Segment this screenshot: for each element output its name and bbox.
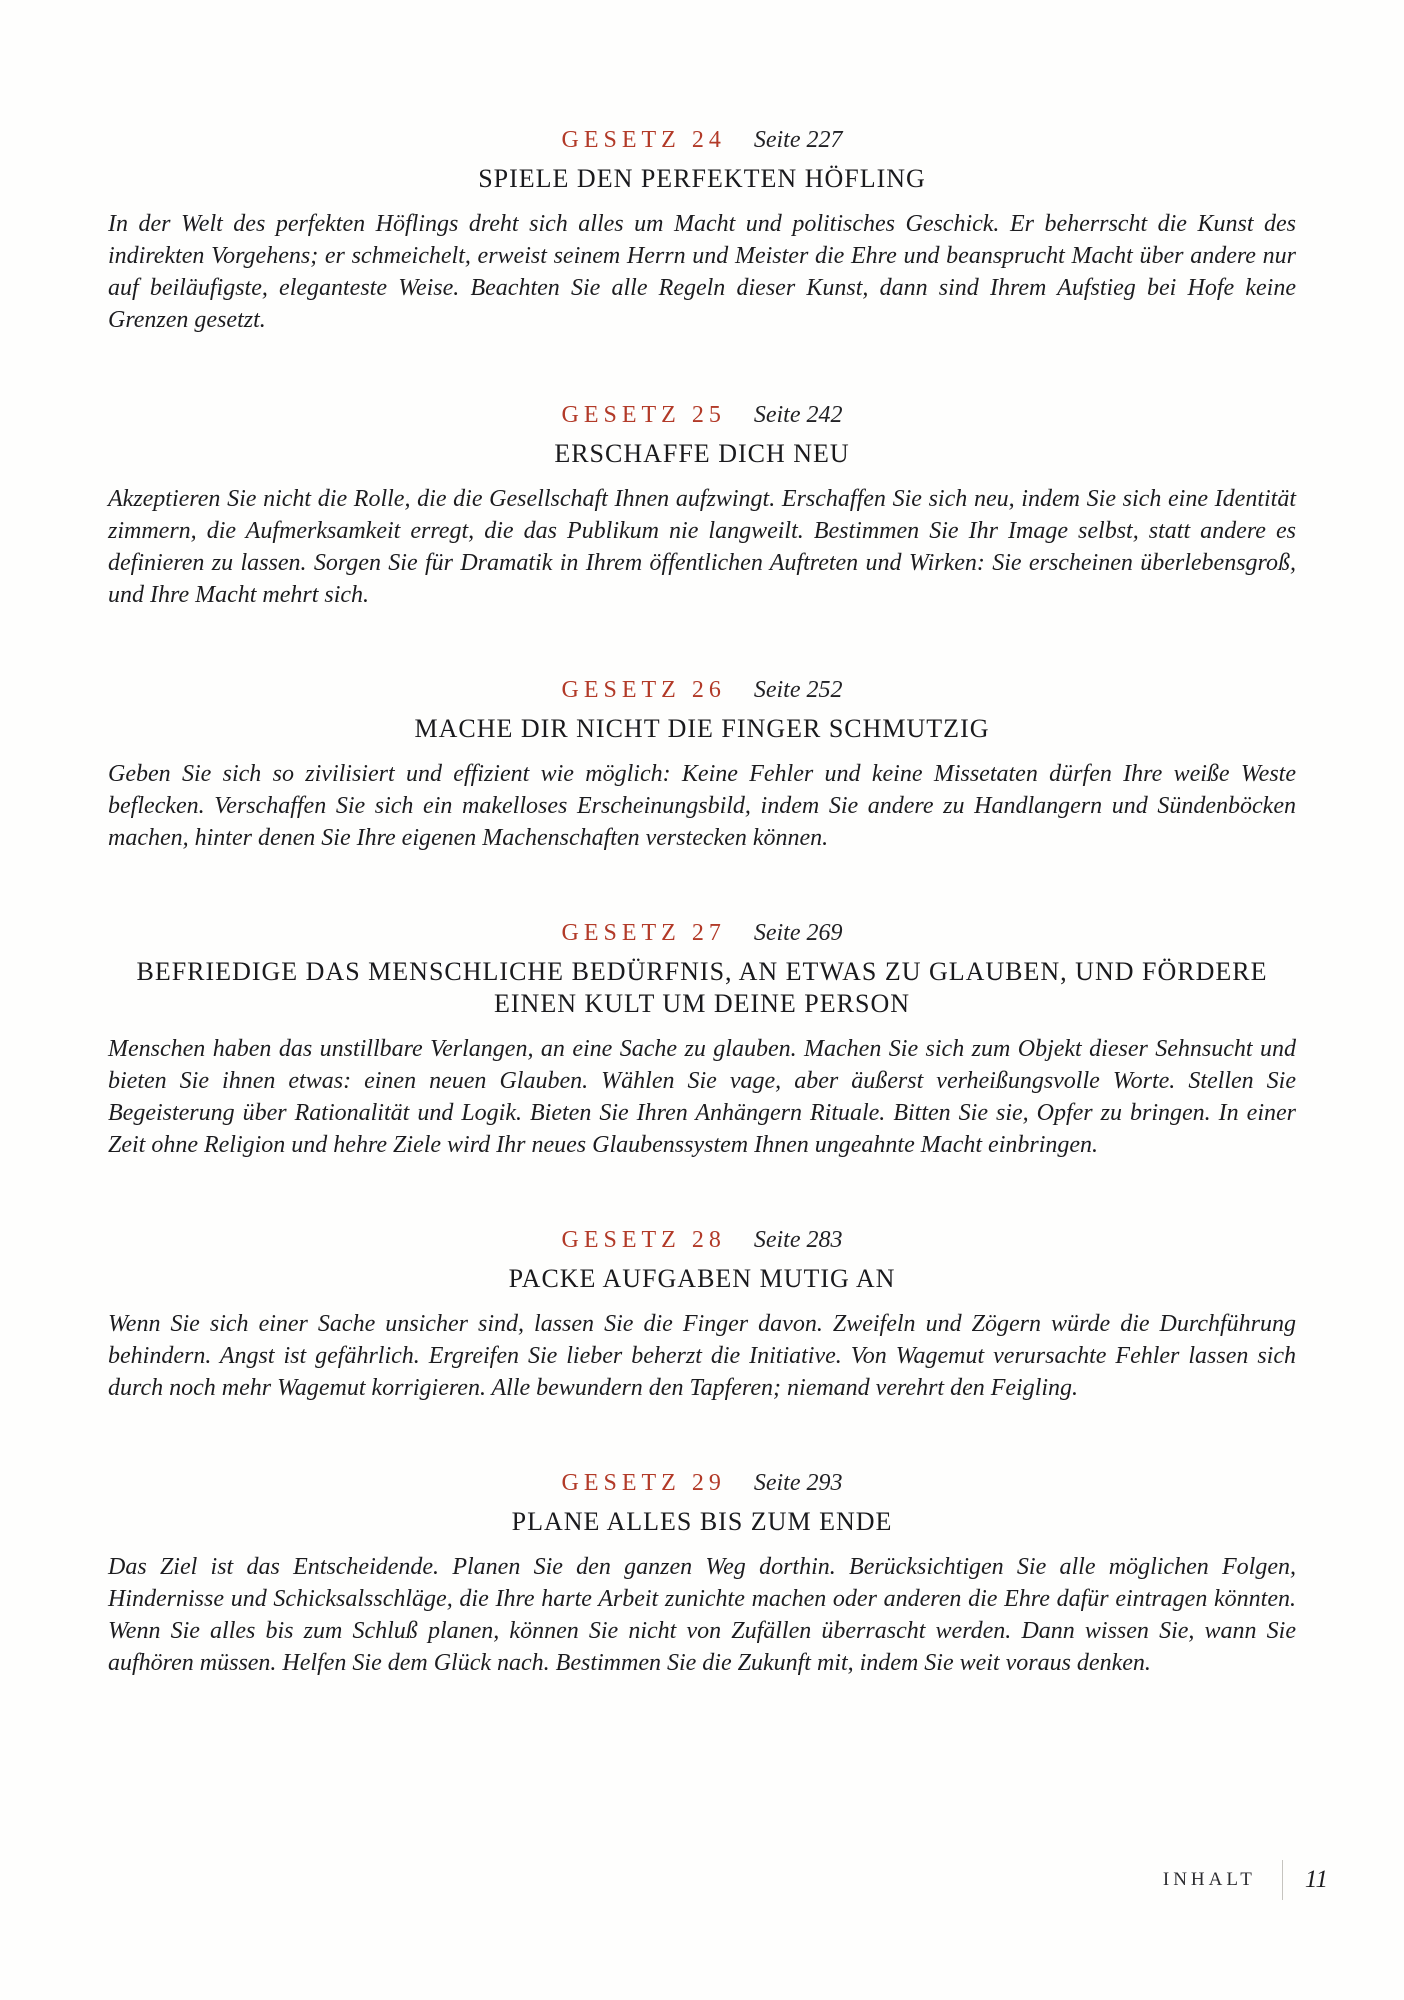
toc-section [108, 919, 1296, 1161]
law-number-label: GESETZ 27 [561, 920, 726, 946]
toc-section [108, 126, 1296, 336]
law-summary: Das Ziel ist das Entscheidende. Planen Sie den ganzen Weg dorthin. Berücksichtigen Sie alle möglichen Folgen, Hindernisse und Schicksalsschläge, die Ihre harte Arbeit zunichte machen oder anderen die Ehre dafür eintragen könnten. Wenn Sie alles bis zum Schluß planen, können Sie nicht von Zufällen überrascht werden. Dann wissen Sie, wann Sie aufhören müssen. Helfen Sie dem Glück nach. Bestimmen Sie die Zukunft mit, indem Sie weit voraus denken. [108, 1554, 1296, 1676]
table-of-contents [108, 126, 1296, 1744]
law-heading [108, 126, 1296, 154]
toc-sections [108, 126, 1296, 1679]
footer-section-label: INHALT [1162, 1869, 1256, 1890]
footer-page-number: 11 [1304, 1866, 1328, 1893]
law-summary: Menschen haben das unstillbare Verlangen, an eine Sache zu glauben. Machen Sie sich zum Objekt dieser Sehnsucht und bieten Sie ihnen etwas: einen neuen Glauben. Wählen Sie vage, aber äußerst verheißungsvolle Worte. Stellen Sie Begeisterung über Rationalität und Logik. Bieten Sie Ihren Anhängern Rituale. Bitten Sie sie, Opfer zu bringen. In einer Zeit ohne Religion und hehre Ziele wird Ihr neues Glaubenssystem Ihnen ungeahnte Macht einbringen. [108, 1036, 1296, 1158]
law-page-reference: Seite 269 [753, 920, 843, 946]
law-page-reference: Seite 293 [753, 1470, 843, 1496]
law-summary: Geben Sie sich so zivilisiert und effizient wie möglich: Keine Fehler und keine Missetaten dürfen Ihre weiße Weste beflecken. Verschaffen Sie sich ein makelloses Erscheinungsbild, indem Sie andere zu Handlangern und Sündenböcken machen, hinter denen Sie Ihre eigenen Machenschaften verstecken können. [108, 761, 1296, 851]
law-heading [108, 1226, 1296, 1254]
law-number-label: GESETZ 26 [561, 677, 726, 703]
law-heading [108, 919, 1296, 947]
law-number-label: GESETZ 25 [561, 402, 726, 428]
toc-section [108, 401, 1296, 611]
law-title: SPIELE DEN PERFEKTEN HÖFLING [478, 164, 926, 193]
toc-section [108, 676, 1296, 854]
law-heading [108, 401, 1296, 429]
law-title: BEFRIEDIGE DAS MENSCHLICHE BEDÜRFNIS, AN ETWAS ZU GLAUBEN, UND FÖRDERE EINEN KULT UM DEINE PERSON [136, 957, 1268, 1018]
law-title: PLANE ALLES BIS ZUM ENDE [511, 1507, 893, 1536]
footer-divider [1282, 1860, 1283, 1900]
law-title: ERSCHAFFE DICH NEU [554, 439, 850, 468]
law-heading [108, 676, 1296, 704]
law-page-reference: Seite 252 [753, 677, 843, 703]
page-footer [1163, 1860, 1328, 1900]
law-number-label: GESETZ 24 [561, 127, 726, 153]
law-page-reference: Seite 242 [753, 402, 843, 428]
law-heading [108, 1469, 1296, 1497]
law-summary: Wenn Sie sich einer Sache unsicher sind, lassen Sie die Finger davon. Zweifeln und Zögern würde die Durchführung behindern. Angst ist gefährlich. Ergreifen Sie lieber beherzt die Initiative. Von Wagemut verursachte Fehler lassen sich durch noch mehr Wagemut korrigieren. Alle bewundern den Tapferen; niemand verehrt den Feigling. [108, 1311, 1296, 1401]
law-page-reference: Seite 227 [753, 127, 843, 153]
law-number-label: GESETZ 29 [561, 1470, 726, 1496]
toc-section [108, 1226, 1296, 1404]
law-summary: Akzeptieren Sie nicht die Rolle, die die Gesellschaft Ihnen aufzwingt. Erschaffen Sie sich neu, indem Sie sich eine Identität zimmern, die Aufmerksamkeit erregt, die das Publikum nie langweilt. Bestimmen Sie Ihr Image selbst, statt andere es definieren zu lassen. Sorgen Sie für Dramatik in Ihrem öffentlichen Auftreten und Wirken: Sie erscheinen überlebensgroß, und Ihre Macht mehrt sich. [108, 486, 1296, 608]
law-title: PACKE AUFGABEN MUTIG AN [508, 1264, 896, 1293]
toc-section [108, 1469, 1296, 1679]
law-summary: In der Welt des perfekten Höflings dreht sich alles um Macht und politisches Geschick. Er beherrscht die Kunst des indirekten Vorgehens; er schmeichelt, erweist seinem Herrn und Meister die Ehre und beansprucht Macht über andere nur auf beiläufigste, eleganteste Weise. Beachten Sie alle Regeln dieser Kunst, dann sind Ihrem Aufstieg bei Hofe keine Grenzen gesetzt. [108, 211, 1296, 333]
law-number-label: GESETZ 28 [561, 1227, 726, 1253]
law-title: MACHE DIR NICHT DIE FINGER SCHMUTZIG [414, 714, 990, 743]
law-page-reference: Seite 283 [753, 1227, 843, 1253]
